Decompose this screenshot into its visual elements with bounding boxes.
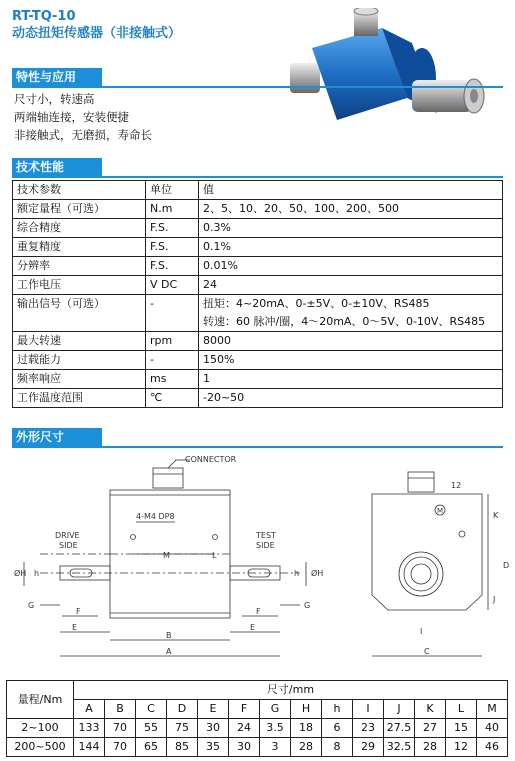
dim-letter-M-side: M	[437, 507, 444, 515]
outline-title: 外形尺寸	[12, 428, 102, 446]
dim-corner: 量程/Nm	[7, 681, 74, 719]
spec-value: 24	[199, 276, 503, 295]
dim-letter-h-left: h	[34, 569, 40, 578]
spec-unit: ℃	[146, 389, 199, 408]
dim-letter-F-left: F	[76, 607, 81, 616]
spec-header-unit: 单位	[146, 181, 199, 200]
spec-param: 频率响应	[13, 370, 146, 389]
spec-unit: N.m	[146, 200, 199, 219]
feature-item: 尺寸小，转速高	[14, 92, 95, 106]
test-side-label: SIDE	[256, 541, 275, 550]
spec-unit: F.S.	[146, 238, 199, 257]
features-list	[14, 90, 152, 144]
dim-header-row	[7, 681, 508, 700]
spec-row	[13, 351, 503, 370]
dim-group-header: 尺寸/mm	[74, 681, 508, 700]
dim-value: 35	[198, 738, 229, 757]
product-model: RT-TQ-10	[12, 9, 76, 24]
spec-param: 额定量程（可选）	[13, 200, 146, 219]
spec-param: 工作温度范围	[13, 389, 146, 408]
dim-col: L	[446, 700, 477, 719]
dim-value: 75	[167, 719, 198, 738]
dim-col: A	[74, 700, 105, 719]
dim-value: 3	[260, 738, 291, 757]
spec-row-output	[13, 295, 503, 332]
spec-param: 综合精度	[13, 219, 146, 238]
spec-param: 工作电压	[13, 276, 146, 295]
spec-value: 0.3%	[199, 219, 503, 238]
dim-value: 85	[167, 738, 198, 757]
dim-value: 12	[446, 738, 477, 757]
dim-letter-M: M	[163, 551, 170, 560]
features-title: 特性与应用	[12, 68, 102, 86]
spec-divider	[12, 176, 503, 178]
dim-value: 29	[353, 738, 384, 757]
spec-row	[13, 332, 503, 351]
spec-header-param: 技术参数	[13, 181, 146, 200]
spec-value: 0.01%	[199, 257, 503, 276]
dim-range: 200~500	[7, 738, 74, 757]
dim-value: 15	[446, 719, 477, 738]
dim-letter-H-right: ØH	[311, 569, 324, 578]
dim-value: 46	[477, 738, 508, 757]
spec-param: 过载能力	[13, 351, 146, 370]
spec-row	[13, 276, 503, 295]
output-speed: 转速：60 脉冲/圈，4～20mA、0～5V、0-10V、RS485	[203, 315, 486, 328]
dim-col: M	[477, 700, 508, 719]
dim-letter-A: A	[166, 647, 172, 656]
spec-unit: -	[146, 351, 199, 370]
spec-param: 分辨率	[13, 257, 146, 276]
dim-letter-C: C	[424, 647, 430, 656]
front-view	[14, 455, 323, 656]
spec-unit: F.S.	[146, 257, 199, 276]
dim-row	[7, 719, 508, 738]
dim-value: 30	[229, 738, 260, 757]
dim-col: J	[384, 700, 415, 719]
dim-col: F	[229, 700, 260, 719]
dim-col: E	[198, 700, 229, 719]
spec-unit: rpm	[146, 332, 199, 351]
dim-letter-B: B	[166, 631, 172, 640]
product-header	[12, 8, 181, 42]
dim-value: 144	[74, 738, 105, 757]
spec-value-output	[199, 295, 503, 332]
dim-col: H	[291, 700, 322, 719]
dim-letter-K: K	[493, 511, 499, 520]
dim-value: 27	[415, 719, 446, 738]
dim-value: 27.5	[384, 719, 415, 738]
dim-col: D	[167, 700, 198, 719]
dim-col: h	[322, 700, 353, 719]
spec-row	[13, 257, 503, 276]
dim-col-row	[7, 700, 508, 719]
dim-value: 8	[322, 738, 353, 757]
drive-label: DRIVE	[55, 531, 80, 540]
side-view	[372, 472, 509, 656]
spec-unit: V DC	[146, 276, 199, 295]
dim-letter-J: J	[493, 595, 496, 604]
spec-row	[13, 219, 503, 238]
spec-value: 1	[199, 370, 503, 389]
spec-row	[13, 389, 503, 408]
twelve-label: 12	[451, 481, 462, 490]
spec-param: 输出信号（可选）	[13, 295, 146, 332]
dimension-drawing	[0, 450, 515, 680]
dim-col: G	[260, 700, 291, 719]
feature-item: 非接触式，无磨损，寿命长	[14, 128, 152, 142]
spec-row	[13, 238, 503, 257]
holes-label: 4-M4 DP8	[136, 512, 175, 521]
spec-value: -20~50	[199, 389, 503, 408]
spec-param: 最大转速	[13, 332, 146, 351]
spec-param: 重复精度	[13, 238, 146, 257]
dim-value: 40	[477, 719, 508, 738]
dim-value: 70	[105, 719, 136, 738]
dim-value: 28	[291, 738, 322, 757]
spec-header-row	[13, 181, 503, 200]
dimension-table	[6, 680, 508, 757]
outline-divider	[12, 446, 503, 448]
spec-unit: ms	[146, 370, 199, 389]
dim-value: 24	[229, 719, 260, 738]
dim-letter-E-right: E	[250, 623, 256, 632]
dim-letter-H-left: ØH	[14, 569, 27, 578]
dim-col: I	[353, 700, 384, 719]
dim-letter-E-left: E	[72, 623, 78, 632]
dim-col: B	[105, 700, 136, 719]
product-name: 动态扭矩传感器（非接触式）	[12, 26, 182, 41]
spec-title: 技术性能	[12, 158, 102, 176]
dim-letter-F-right: F	[256, 607, 261, 616]
dim-col: K	[415, 700, 446, 719]
dim-value: 23	[353, 719, 384, 738]
spec-table	[12, 180, 503, 408]
dim-value: 18	[291, 719, 322, 738]
dim-value: 65	[136, 738, 167, 757]
dim-row	[7, 738, 508, 757]
features-divider	[12, 86, 503, 88]
features-section-header	[12, 68, 503, 88]
spec-value: 2、5、10、20、50、100、200、500	[199, 200, 503, 219]
outline-section-header	[12, 428, 503, 448]
feature-item: 两端轴连接，安装便捷	[14, 110, 129, 124]
spec-row	[13, 200, 503, 219]
connector-label: CONNECTOR	[185, 455, 237, 464]
drive-side-label: SIDE	[59, 541, 78, 550]
dim-value: 3.5	[260, 719, 291, 738]
dim-range: 2~100	[7, 719, 74, 738]
spec-unit: -	[146, 295, 199, 332]
dim-value: 30	[198, 719, 229, 738]
dim-value: 70	[105, 738, 136, 757]
spec-value: 0.1%	[199, 238, 503, 257]
output-torque: 扭矩：4~20mA、0-±5V、0-±10V、RS485	[203, 297, 430, 310]
dim-letter-I: I	[420, 627, 423, 636]
spec-header-value: 值	[199, 181, 503, 200]
dim-value: 32.5	[384, 738, 415, 757]
dim-letter-G-right: G	[304, 601, 311, 610]
spec-row	[13, 370, 503, 389]
dim-letter-D: D	[503, 561, 510, 570]
dim-value: 55	[136, 719, 167, 738]
test-label: TEST	[256, 531, 276, 540]
dim-value: 133	[74, 719, 105, 738]
spec-unit: F.S.	[146, 219, 199, 238]
spec-section-header	[12, 158, 503, 178]
dim-col: C	[136, 700, 167, 719]
dim-value: 28	[415, 738, 446, 757]
dim-letter-h-right: h	[294, 569, 300, 578]
spec-value: 8000	[199, 332, 503, 351]
dim-value: 6	[322, 719, 353, 738]
dim-letter-L: L	[212, 551, 217, 560]
spec-value: 150%	[199, 351, 503, 370]
dim-letter-G-left: G	[28, 601, 35, 610]
